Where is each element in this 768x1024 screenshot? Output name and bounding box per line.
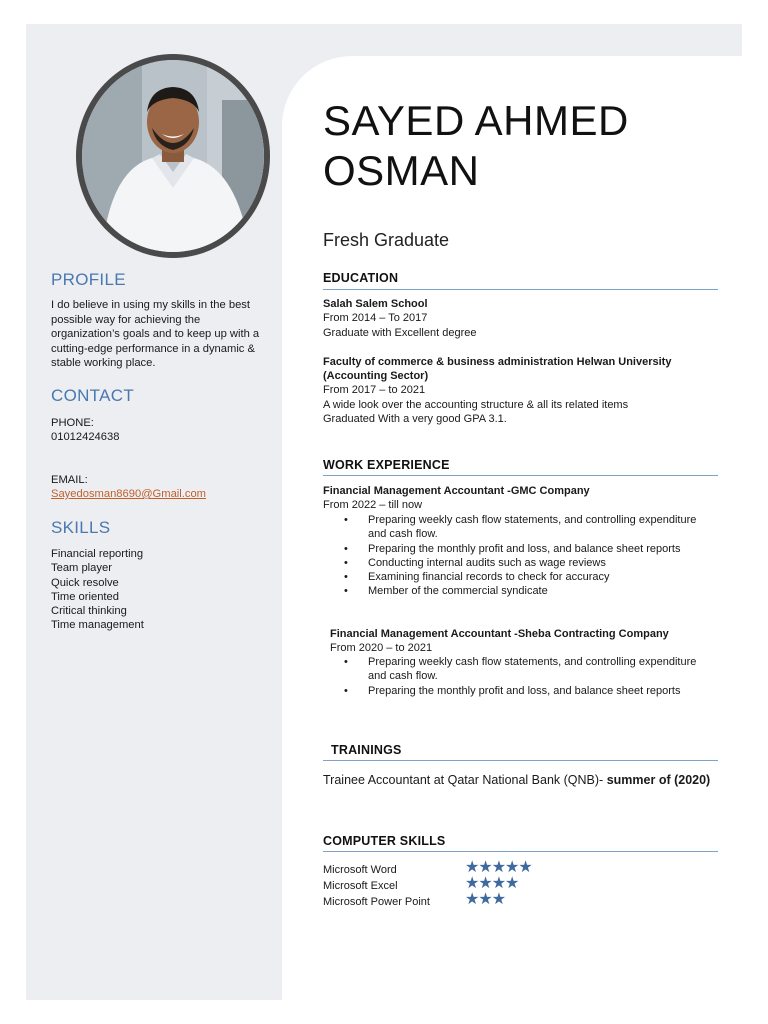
phone-label: PHONE: <box>51 417 94 429</box>
training-period: summer of (2020) <box>603 773 711 787</box>
training-entry <box>323 772 718 788</box>
work-heading: WORK EXPERIENCE <box>323 458 450 472</box>
candidate-name <box>323 96 629 196</box>
work-divider <box>323 475 718 476</box>
job1-period: From 2022 – till now <box>323 499 423 511</box>
skills-heading: SKILLS <box>51 518 111 537</box>
name-line-2: OSMAN <box>323 147 480 194</box>
star-rating-icon: ★★★ <box>465 891 506 908</box>
list-item: • Conducting internal audits such as wage reviews <box>368 556 713 570</box>
software-name: Microsoft Power Point <box>323 896 430 908</box>
school1-name: Salah Salem School <box>323 298 428 310</box>
list-item: • Preparing weekly cash flow statements, and controlling expenditure and cash flow. <box>368 513 713 542</box>
list-item: • Preparing weekly cash flow statements, and controlling expenditure and cash flow. <box>368 655 713 684</box>
skill-item: Team player <box>51 562 112 575</box>
software-name: Microsoft Excel <box>323 880 398 892</box>
job1-bullets <box>368 513 713 599</box>
skill-item: Critical thinking <box>51 605 127 618</box>
school2-note: A wide look over the accounting structure & all its related items <box>323 399 629 411</box>
computer-skills-divider <box>323 851 718 852</box>
skill-item: Financial reporting <box>51 548 144 560</box>
skills-list <box>51 547 144 633</box>
trainings-heading: TRAININGS <box>331 743 402 757</box>
education-divider <box>323 289 718 290</box>
email-link[interactable]: Sayedosman8690@Gmail.com <box>51 488 207 500</box>
job-subtitle: Fresh Graduate <box>323 230 450 250</box>
list-item: • Preparing the monthly profit and loss, and balance sheet reports <box>368 542 713 556</box>
job2-title: Financial Management Accountant -Sheba Contracting Company <box>330 628 669 640</box>
star-rating-icon: ★★★★ <box>465 875 519 892</box>
profile-heading: PROFILE <box>51 270 126 289</box>
training-text: Trainee Accountant at Qatar National Bank (QNB)- <box>323 773 604 787</box>
skill-item: Time management <box>51 619 144 632</box>
school2-name: Faculty of commerce & business administration Helwan University (Accounting Sector) <box>323 356 672 383</box>
school1-period: From 2014 – To 2017 <box>323 312 428 324</box>
school1-note: Graduate with Excellent degree <box>323 327 477 339</box>
list-item: • Preparing the monthly profit and loss, and balance sheet reports <box>368 684 713 698</box>
profile-text: I do believe in using my skills in the best possible way for achieving the organization’s goals and to keep up with a cutting-edge performance in a dynamic & stable working place. <box>51 299 260 370</box>
school2-period: From 2017 – to 2021 <box>323 384 426 396</box>
skill-item: Quick resolve <box>51 576 119 589</box>
computer-skills-heading: COMPUTER SKILLS <box>323 834 446 848</box>
list-item: • Member of the commercial syndicate <box>368 584 713 598</box>
school2-gpa: Graduated With a very good GPA 3.1. <box>323 413 507 425</box>
name-line-1: SAYED AHMED <box>323 97 629 144</box>
software-name: Microsoft Word <box>323 864 397 876</box>
trainings-divider <box>323 760 718 761</box>
profile-photo <box>82 60 264 252</box>
skill-item: Time oriented <box>51 590 119 603</box>
job2-period: From 2020 – to 2021 <box>330 642 433 654</box>
email-label: EMAIL: <box>51 474 88 486</box>
contact-heading: CONTACT <box>51 386 134 405</box>
education-heading: EDUCATION <box>323 271 399 285</box>
phone-value: 01012424638 <box>51 431 120 443</box>
job1-title: Financial Management Accountant -GMC Company <box>323 485 590 497</box>
job2-bullets <box>368 655 713 698</box>
star-rating-icon: ★★★★★ <box>465 859 532 876</box>
list-item: • Examining financial records to check for accuracy <box>368 570 713 584</box>
